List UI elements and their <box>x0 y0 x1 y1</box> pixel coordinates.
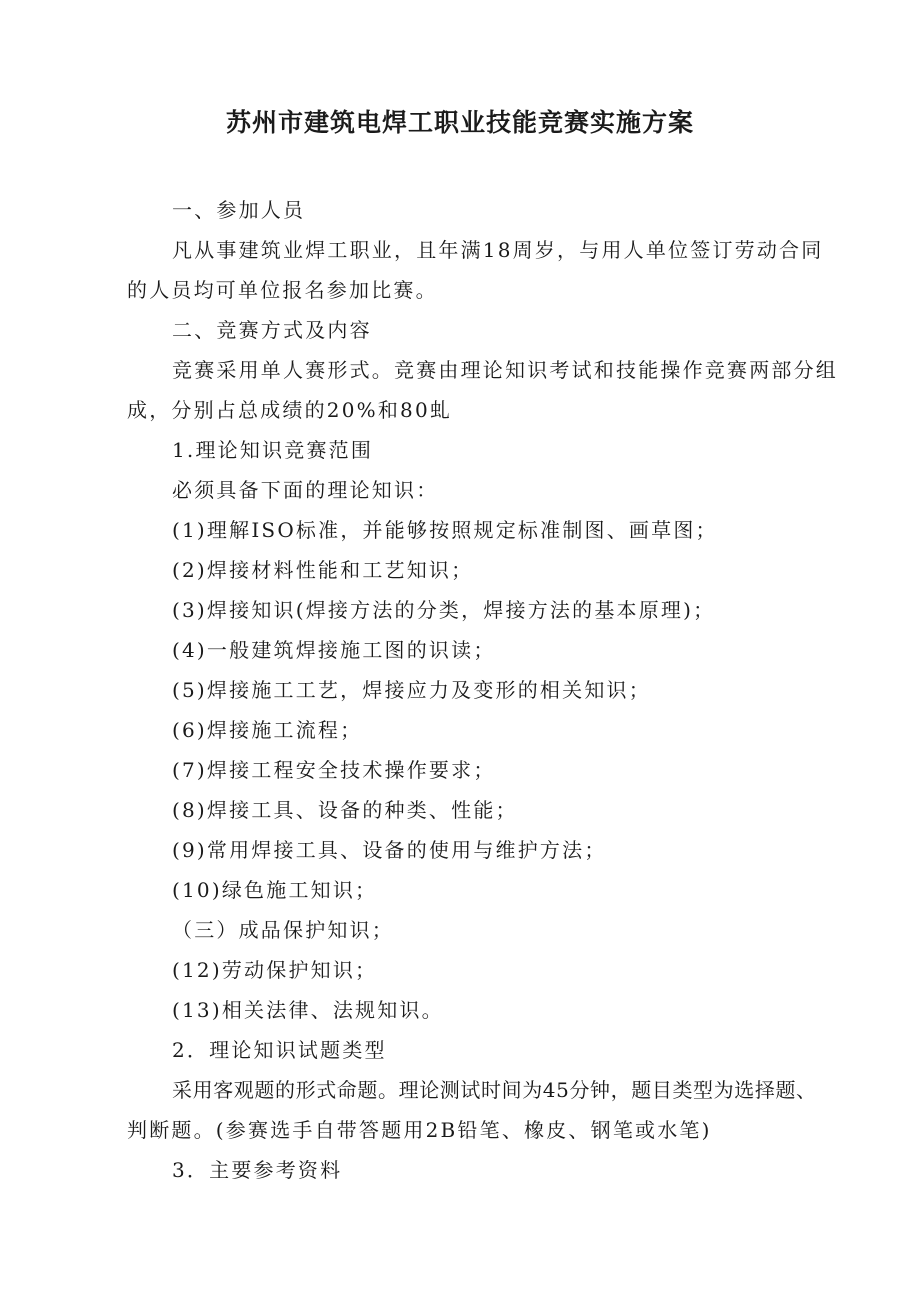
list-item: (4)一般建筑焊接施工图的识读； <box>172 638 496 662</box>
list-item: (1)理解ISO标准，并能够按照规定标准制图、画草图； <box>172 518 718 542</box>
paragraph-line: 的人员均可单位报名参加比赛。 <box>127 278 438 302</box>
list-item: (12)劳动保护知识； <box>172 958 378 982</box>
subsection-heading: 1.理论知识竞赛范围 <box>172 438 374 462</box>
list-item: (8)焊接工具、设备的种类、性能； <box>172 798 518 822</box>
list-item: (9)常用焊接工具、设备的使用与维护方法； <box>172 838 607 862</box>
list-item: (7)焊接工程安全技术操作要求； <box>172 758 496 782</box>
list-item: (6)焊接施工流程； <box>172 718 363 742</box>
section-heading-participants: 一、参加人员 <box>172 198 306 222</box>
paragraph-line: 成，分别占总成绩的20%和80虬 <box>127 398 453 422</box>
paragraph-line: 采用客观题的形式命题。理论测试时间为45分钟，题目类型为选择题、 <box>172 1078 817 1102</box>
list-item: （三）成品保护知识； <box>172 918 394 942</box>
list-item: (10)绿色施工知识； <box>172 878 378 902</box>
list-item: (2)焊接材料性能和工艺知识； <box>172 558 474 582</box>
subsection-heading: 3．主要参考资料 <box>172 1158 343 1182</box>
section-heading-format: 二、竞赛方式及内容 <box>172 318 372 342</box>
list-item: (13)相关法律、法规知识。 <box>172 998 444 1022</box>
list-item: (5)焊接施工工艺，焊接应力及变形的相关知识； <box>172 678 651 702</box>
paragraph-line: 竞赛采用单人赛形式。竞赛由理论知识考试和技能操作竞赛两部分组 <box>172 358 838 382</box>
paragraph-line: 必须具备下面的理论知识： <box>172 478 439 502</box>
subsection-heading: 2．理论知识试题类型 <box>172 1038 387 1062</box>
document-title: 苏州市建筑电焊工职业技能竞赛实施方案 <box>225 108 694 137</box>
paragraph-line: 判断题。(参赛选手自带答题用2B铅笔、橡皮、钢笔或水笔) <box>127 1118 712 1142</box>
list-item: (3)焊接知识(焊接方法的分类，焊接方法的基本原理)； <box>172 598 716 622</box>
paragraph-line: 凡从事建筑业焊工职业，且年满18周岁，与用人单位签订劳动合同 <box>172 238 824 262</box>
